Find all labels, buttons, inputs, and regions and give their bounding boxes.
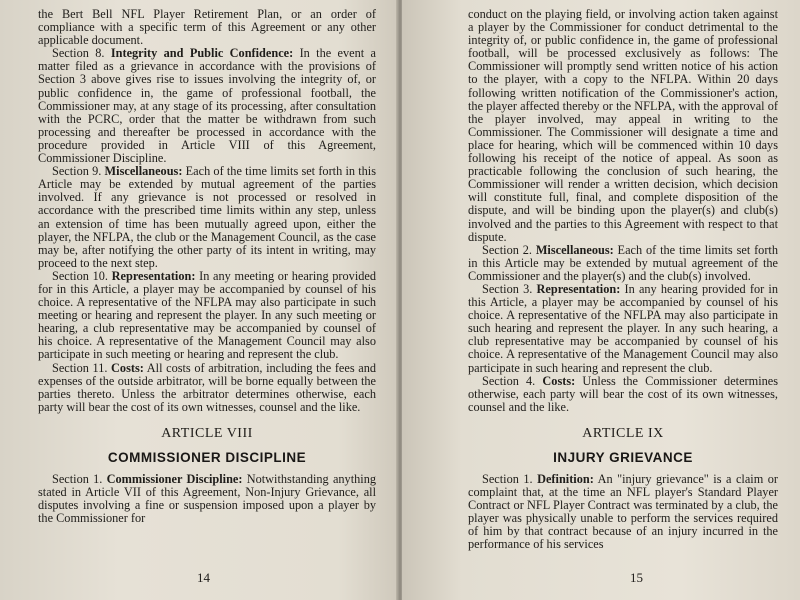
right-page-body — [468, 8, 778, 414]
paragraph-section-3: Section 3. Representation: In any hearing provided for in this Article, a player may be accompanied by counsel of his choice. A representative of the NFLPA may also participate in such hearing and represent the player. In any such hearing, a club representative may be accompanied by counsel of his choice. A representative of the Management Council may also participate in such hearing and represent the club. — [468, 281, 778, 375]
paragraph-section-4: Section 4. Costs: Unless the Commissioner determines otherwise, each party will bear the cost of its own witnesses, counsel and the like. — [468, 373, 778, 414]
article-number: ARTICLE IX — [582, 425, 664, 441]
paragraph-section-10: Section 10. Representation: In any meeting or hearing provided for in this Article, a player may be accompanied by counsel of his choice. A representative of the NFLPA may also participate in such meeting or hearing and represent the player. In any such meeting or hearing, a club representative may be accompanied by counsel of his choice. A representative of the Management Council may also participate in such meeting or hearing and represent the club. — [38, 268, 376, 362]
paragraph-section-2: Section 2. Miscellaneous: Each of the time limits set forth in this Article may be extended by mutual agreement of the Commissioner and the player(s) and the club(s) involved. — [468, 242, 778, 283]
section-title: Integrity and Public Confidence: — [110, 46, 294, 61]
paragraph: conduct on the playing field, or involving action taken against a player by the Commissioner for conduct detrimental to the integrity of, or public confidence in, the game of professional football, will be processed exclusively as follows: The Commissioner will promptly send written notice of his action to the player, with a copy to the NFLPA. Within 20 days following written notification of the Commissioner's action, the player affected thereby or the NFLPA, with the approval of the player involved, may appeal in writing to the Commissioner. The Commissioner will designate a time and place for hearing, which will be commenced within 10 days following his receipt of the notice of appeal. As soon as practicable following the conclusion of such hearing, the Commissioner will render a written decision, which decision will constitute full, final, and complete disposition of the dispute, and will be binding upon the player(s) and club(s) involved and the parties to this Agreement with respect to that dispute. — [468, 7, 778, 244]
section-title: Definition: — [537, 471, 594, 486]
section-title: Representation: — [536, 281, 621, 296]
paragraph-section-11: Section 11. Costs: All costs of arbitration, including the fees and expenses of the outside arbitrator, will be borne equally between the parties thereto. Unless the arbitrator determines otherwise, each party will bear the cost of its own witnesses, counsel and the like. — [38, 360, 376, 414]
article-title: COMMISSIONER DISCIPLINE — [107, 449, 307, 465]
right-page — [402, 0, 800, 600]
left-page-body — [38, 8, 376, 414]
section-title: Costs: — [542, 373, 576, 388]
left-page-body-continued — [38, 473, 376, 525]
page-number: 15 — [630, 570, 643, 585]
page-number: 14 — [197, 570, 210, 585]
paragraph-section-9: Section 9. Miscellaneous: Each of the time limits set forth in this Article may be extended by mutual agreement of the parties involved. If any grievance is not processed or resolved in accordance with the prescribed time limits within any step, unless an extension of time has been mutually agreed upon, either the player, the NFLPA, the club or the Management Council, as the case may be, after notifying the other party of its intent in writing, may proceed to the next step. — [38, 164, 376, 270]
section-title: Commissioner Discipline: — [106, 471, 243, 486]
article-number: ARTICLE VIII — [161, 425, 253, 441]
paragraph-section-1: Section 1. Definition: An "injury grievance" is a claim or complaint that, at the time an NFL player's Standard Player Contract or NFL Player Contract was terminated by a club, the player was physically unable to perform the services required of him by that contract because of an injury incurred in the performance of his services — [468, 471, 778, 552]
section-title: Miscellaneous: — [535, 242, 614, 257]
paragraph-section-8: Section 8. Integrity and Public Confidence: In the event a matter filed as a grievance in accordance with the provisions of Section 3 above gives rise to issues involving the integrity of, or public confidence in, the game of professional football, the Commissioner may, at any stage of its processing, after consultation with the PCRC, order that the matter be withdrawn from such processing and thereafter be processed in accordance with the procedure provided in Article VIII of this Agreement, Commissioner Discipline. — [38, 46, 376, 166]
paragraph-section-1: Section 1. Commissioner Discipline: Notwithstanding anything stated in Article VII of this Agreement, Non-Injury Grievance, all disputes involving a fine or suspension imposed upon a player by the Commissioner for — [38, 471, 376, 526]
left-page — [0, 0, 398, 600]
paragraph: the Bert Bell NFL Player Retirement Plan, or an order of compliance with a specific term of this Agreement or any other applicable document. — [38, 7, 376, 48]
right-page-body-continued — [468, 473, 778, 552]
section-title: Costs: — [111, 360, 144, 375]
section-title: Representation: — [111, 268, 196, 283]
article-title: INJURY GRIEVANCE — [553, 449, 693, 465]
section-title: Miscellaneous: — [104, 164, 183, 179]
